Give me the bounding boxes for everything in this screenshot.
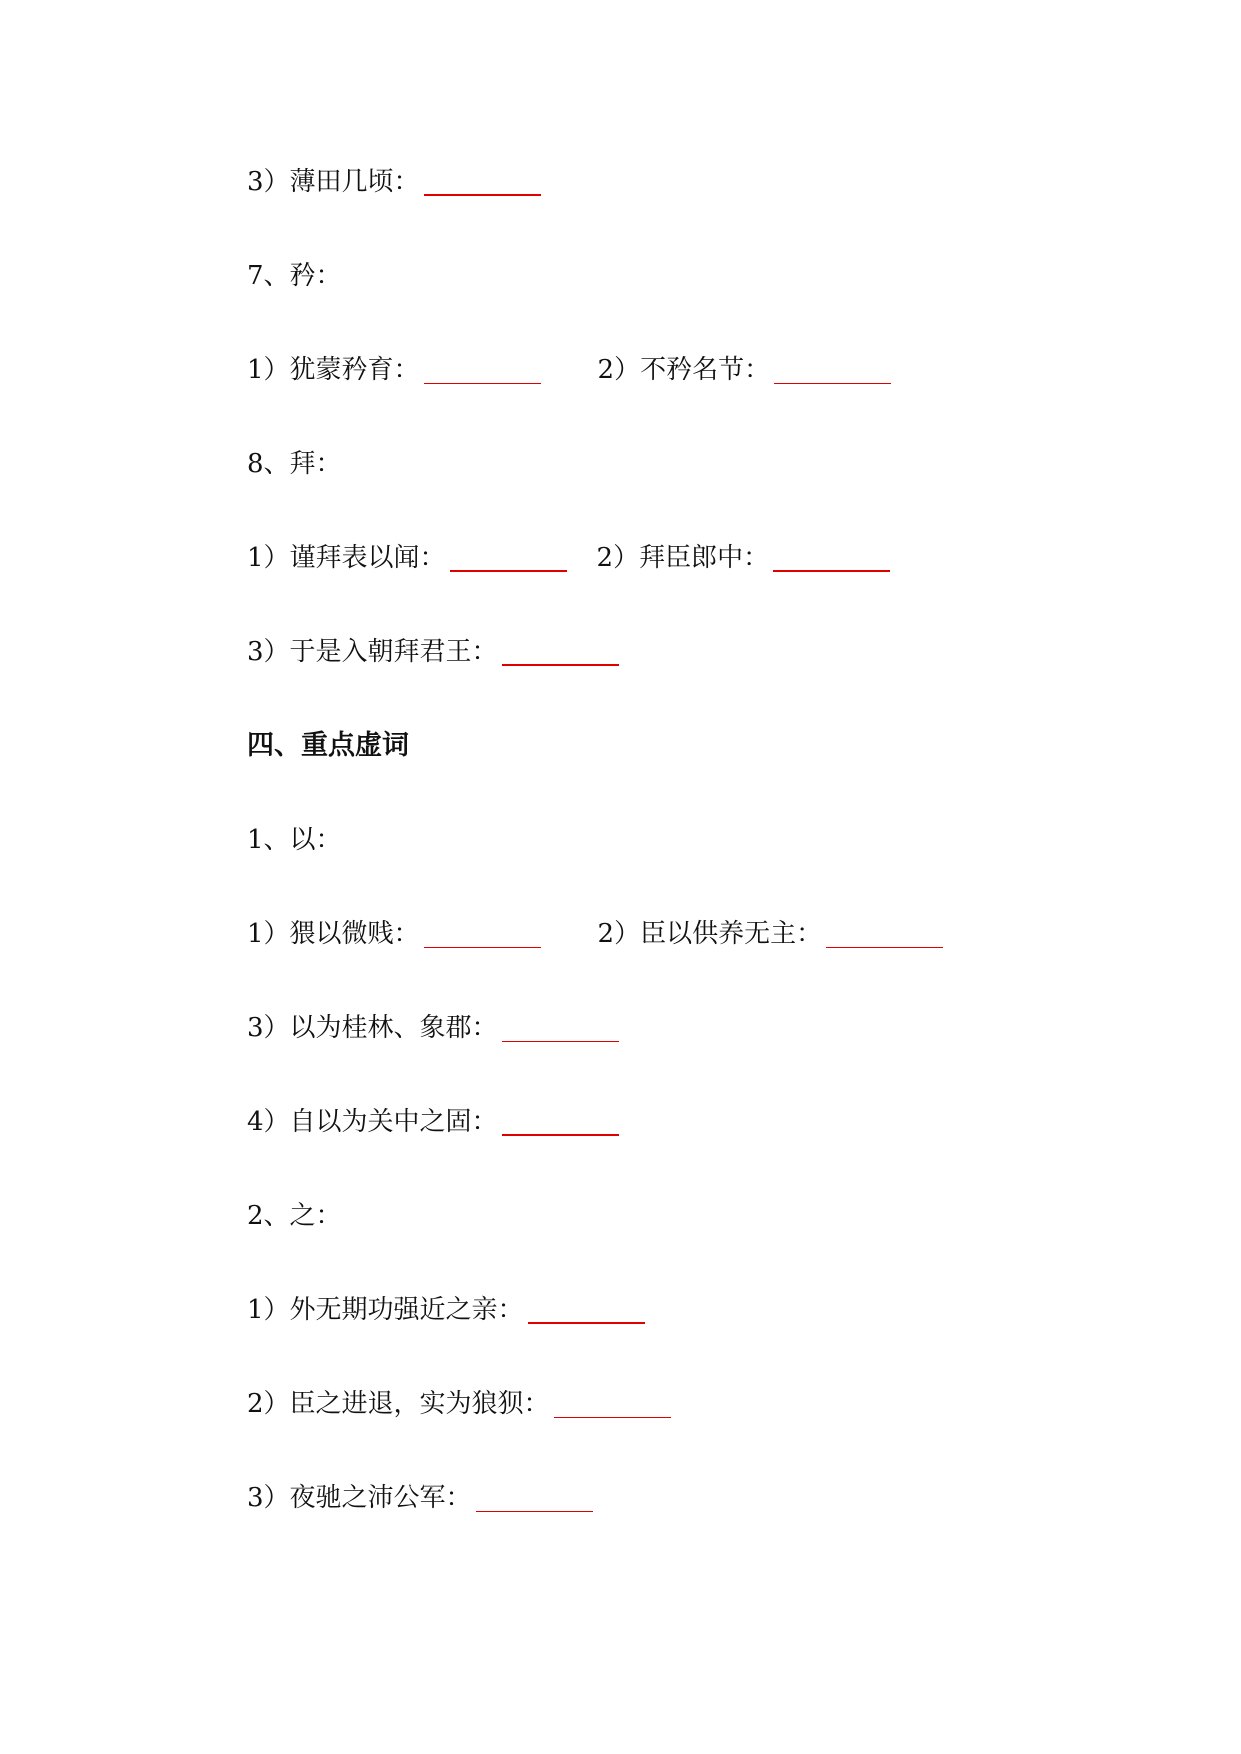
question-line [247, 1384, 671, 1424]
question-prompt: 1）犹蒙矜育： [247, 355, 420, 385]
question-prompt: 3）夜驰之沛公军： [247, 1483, 472, 1513]
answer-blank[interactable] [424, 353, 541, 384]
character-label: 7、矜： [247, 261, 342, 291]
character-label: 8、拜： [247, 449, 342, 479]
character-label-line [247, 1196, 342, 1236]
question-line [247, 1290, 645, 1330]
question-item [247, 1384, 671, 1424]
question-item [598, 914, 944, 954]
answer-blank[interactable] [502, 1011, 619, 1042]
question-prompt: 3）薄田几顷： [247, 167, 420, 197]
question-item [598, 350, 892, 390]
question-line [247, 632, 619, 672]
question-item [247, 1478, 593, 1518]
answer-blank[interactable] [554, 1387, 671, 1418]
question-prompt: 3）以为桂林、象郡： [247, 1013, 498, 1043]
question-item [597, 538, 891, 578]
character-label-line [247, 444, 342, 484]
question-line [247, 1478, 593, 1518]
question-item [247, 162, 541, 202]
question-prompt: 1）猥以微贱： [247, 919, 420, 949]
character-label-line [247, 256, 342, 296]
section-heading-line [247, 726, 409, 766]
question-item [247, 1290, 645, 1330]
character-label: 1、以： [247, 825, 342, 855]
question-prompt: 2）臣之进退，实为狼狈： [247, 1389, 550, 1419]
question-line [247, 538, 890, 578]
question-line [247, 162, 541, 202]
question-line [247, 1102, 619, 1142]
question-prompt: 1）谨拜表以闻： [247, 543, 446, 573]
question-prompt: 4）自以为关中之固： [247, 1107, 498, 1137]
answer-blank[interactable] [476, 1481, 593, 1512]
answer-blank[interactable] [502, 634, 619, 666]
question-line [247, 914, 943, 954]
question-line [247, 350, 891, 390]
question-prompt: 1）外无期功强近之亲： [247, 1295, 524, 1325]
question-item [247, 538, 567, 578]
question-item [247, 632, 619, 672]
answer-blank[interactable] [450, 540, 567, 572]
character-label-line [247, 820, 342, 860]
answer-blank[interactable] [826, 917, 943, 948]
question-prompt: 3）于是入朝拜君王： [247, 637, 498, 667]
question-item [247, 350, 541, 390]
answer-blank[interactable] [773, 540, 890, 572]
answer-blank[interactable] [502, 1104, 619, 1136]
question-item [247, 1102, 619, 1142]
answer-blank[interactable] [424, 164, 541, 196]
answer-blank[interactable] [424, 917, 541, 948]
question-line [247, 1008, 619, 1048]
section-heading: 四、重点虚词 [247, 730, 409, 761]
character-label: 2、之： [247, 1201, 342, 1231]
answer-blank[interactable] [528, 1292, 645, 1324]
question-prompt: 2）拜臣郎中： [596, 543, 770, 573]
question-item [247, 1008, 619, 1048]
answer-blank[interactable] [774, 353, 891, 384]
question-prompt: 2）不矜名节： [597, 355, 771, 385]
question-item [247, 914, 541, 954]
question-prompt: 2）臣以供养无主： [597, 919, 823, 949]
